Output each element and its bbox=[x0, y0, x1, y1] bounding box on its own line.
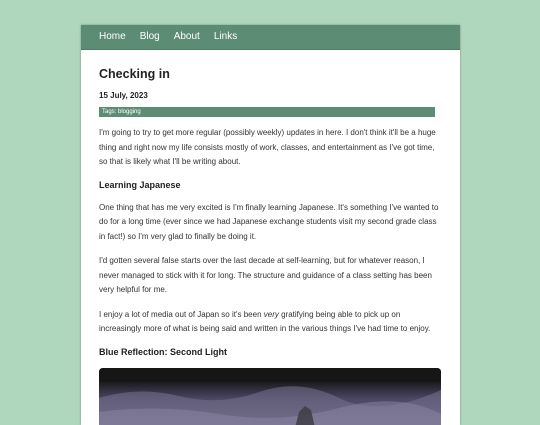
japanese-paragraph-2: I'd gotten several false starts over the last decade at self-learning, but for whatever reason, I never managed to stick with it for long. The structure and guidance of a class setting has been very helpful for me. bbox=[99, 254, 442, 298]
section-heading-blue-reflection: Blue Reflection: Second Light bbox=[99, 347, 442, 357]
section-heading-japanese: Learning Japanese bbox=[99, 180, 442, 190]
media-embed[interactable] bbox=[99, 368, 441, 425]
intro-paragraph: I'm going to try to get more regular (possibly weekly) updates in here. I don't think it'll be a huge thing and right now my life consists mostly of work, classes, and entertainment as I've got time, so that is likely what I'll be writing about. bbox=[99, 126, 442, 170]
post-content bbox=[81, 67, 460, 425]
p3-emphasis: very bbox=[264, 310, 279, 319]
nav-home-link[interactable]: Home bbox=[99, 25, 126, 49]
japanese-paragraph-1: One thing that has me very excited is I'm finally learning Japanese. It's something I've wanted to do for a long time (ever since we had Japanese exchange students visit my second grade class in fact!) so I'm very glad to finally be doing it. bbox=[99, 201, 442, 245]
embed-image bbox=[99, 368, 441, 425]
nav-about-link[interactable]: About bbox=[174, 25, 200, 49]
nav-blog-link[interactable]: Blog bbox=[140, 25, 160, 49]
japanese-paragraph-3 bbox=[99, 308, 442, 337]
nav-links-link[interactable]: Links bbox=[214, 25, 237, 49]
post-title: Checking in bbox=[99, 67, 442, 81]
top-nav bbox=[81, 25, 460, 50]
tags-bar[interactable]: Tags: blogging bbox=[99, 107, 435, 117]
p3-text-before: I enjoy a lot of media out of Japan so it's been bbox=[99, 310, 264, 319]
post-date: 15 July, 2023 bbox=[99, 91, 442, 100]
p3-text-after: gratifying being able to pick up on increasingly more of what is being said and written in the various things I've had time to enjoy. bbox=[99, 310, 430, 334]
page-card bbox=[81, 25, 460, 425]
